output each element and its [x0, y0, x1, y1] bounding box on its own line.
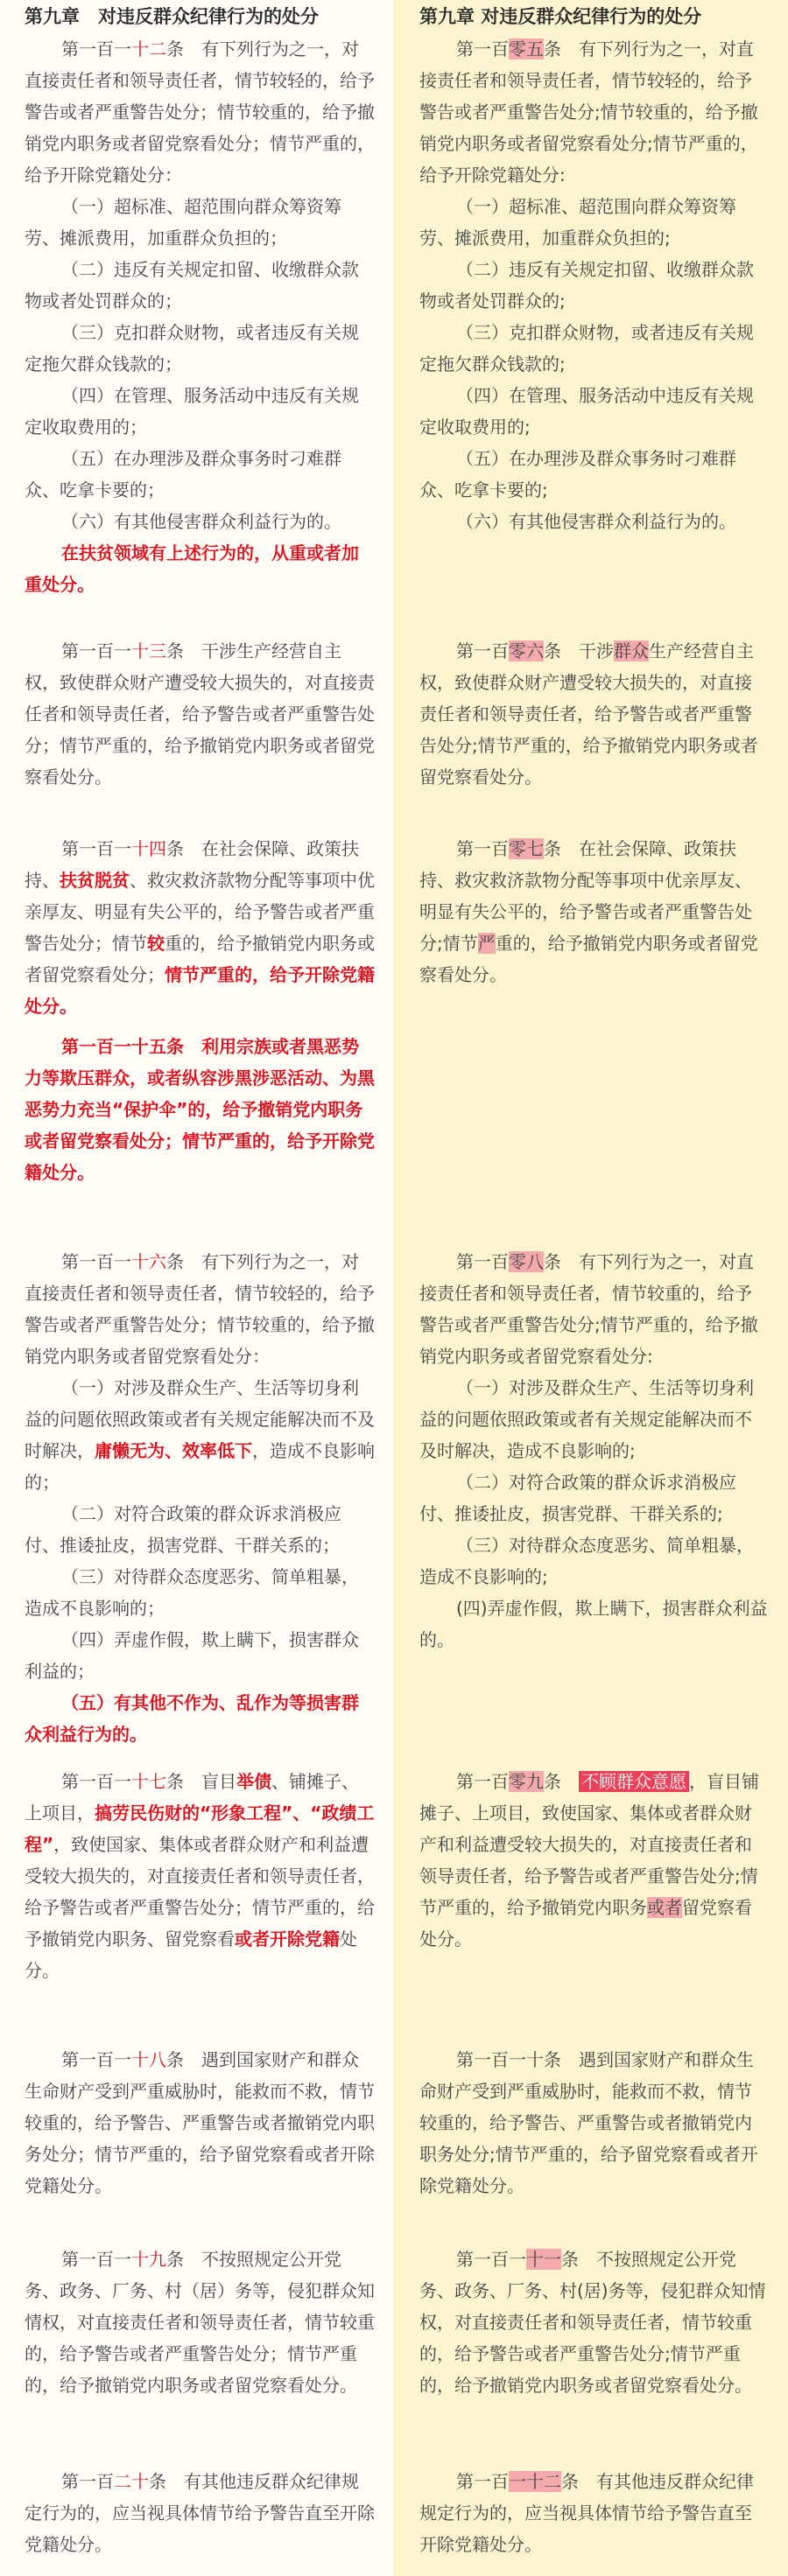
list-item: （五）在办理涉及群众事务时刁难群众、吃拿卡要的； — [25, 448, 341, 500]
changed-number: 十二 — [131, 38, 166, 60]
changed-number: 十八 — [131, 2049, 166, 2070]
list-item: （一）超标准、超范围向群众筹资筹劳、摊派费用，加重群众负担的； — [25, 196, 341, 248]
left-article-117: 第一百一十七条 盲目举债、铺摊子、上项目，搞劳民伤财的“形象工程”、“政绩工程”，致使国家、集体或者群众财产和利益遭受较大损失的，对直接责任者和领导责任者，给予警告或者严重警告处分；情节严重的，给予撤销党内职务、留党察看或者开除党籍处分。 — [25, 1771, 375, 1981]
right-article-111: 第一百一十一条 不按照规定公开党务、政务、厂务、村(居)务等，侵犯群众知情权，对直接责任者和领导责任者，情节较重的，给予警告或者严重警告处分;情节严重的，给予撤销党内职务或者留党察看处分。 — [419, 2249, 766, 2396]
highlighted-number: 十一 — [526, 2249, 561, 2270]
list-item: （六）有其他侵害群众利益行为的。 — [456, 511, 736, 532]
added-text: 扶贫脱贫 — [60, 870, 130, 891]
list-item: （六）有其他侵害群众利益行为的。 — [61, 511, 341, 532]
right-article-109: 第一百零九条 不顾群众意愿 ，盲目铺摊子、上项目，致使国家、集体或者群众财产和利益遭受较大损失的，对直接责任者和领导责任者，给予警告或者严重警告处分;情节严重的，给予撤销党内职务或者留党察看处分。 — [419, 1771, 759, 1950]
list-item: (四)弄虚作假，欺上瞒下，损害群众利益的。 — [419, 1598, 768, 1650]
left-article-116: 第一百一十六条 有下列行为之一，对直接责任者和领导责任者，情节较轻的，给予警告或者严重警告处分；情节较重的，给予撤销党内职务或者留党察看处分： （一）对涉及群众生产、生活等切身利益的问题依照政策或者有关规定能解决而不及时解决，庸懒无为、效率低下，造成不良影响的； （二）对符合政策的群众诉求消极应付、推诿扯皮，损害党群、干群关系的； （三）对待群众态度恶劣、简单粗暴，造成不良影响的； （四）弄虚作假，欺上瞒下，损害群众利益的； （五）有其他不作为、乱作为等损害群众利益行为的。 — [25, 1246, 375, 1750]
right-article-105: 第一百零五条 有下列行为之一，对直接责任者和领导责任者，情节较轻的，给予警告或者严重警告处分;情节较重的，给予撤销党内职务或者留党察看处分;情节严重的，给予开除党籍处分: （一）超标准、超范围向群众筹资筹劳、摊派费用，加重群众负担的; （二）违反有关规定扣留、收缴群众款物或者处罚群众的; （三）克扣群众财物，或者违反有关规定拖欠群众钱款的; （四）在管理、服务活动中违反有关规定收取费用的; （五）在办理涉及群众事务时刁难群众、吃拿卡要的; （六）有其他侵害群众利益行为的。 — [419, 33, 769, 537]
list-item: （四）在管理、服务活动中违反有关规定收取费用的; — [419, 385, 754, 438]
left-article-114: 第一百一十四条 在社会保障、政策扶持、扶贫脱贫、救灾救济款物分配等事项中优亲厚友、明显有失公平的，给予警告或者严重警告处分；情节较重的，给予撤销党内职务或者留党察看处分；情节严重的，给予开除党籍处分。 — [25, 838, 375, 1017]
highlighted-text: 或者 — [647, 1897, 682, 1918]
list-item: （一）对涉及群众生产、生活等切身利益的问题依照政策或者有关规定能解决而不及时解决，造成不良影响的; — [419, 1377, 754, 1461]
list-item: （一）对涉及群众生产、生活等切身利益的问题依照政策或者有关规定能解决而不及时解决，庸懒无为、效率低下，造成不良影响的； — [25, 1377, 375, 1493]
left-chapter-title: 第九章 对违反群众纪律行为的处分 — [25, 6, 319, 27]
changed-text: 较 — [147, 933, 165, 954]
highlighted-text: 群众 — [614, 640, 649, 662]
highlighted-number: 零九 — [509, 1771, 544, 1792]
right-article-108: 第一百零八条 有下列行为之一，对直接责任者和领导责任者，情节较重的，给予警告或者严重警告处分;情节严重的，给予撤销党内职务或者留党察看处分: （一）对涉及群众生产、生活等切身利益的问题依照政策或者有关规定能解决而不及时解决，造成不良影响的; （二）对符合政策的群众诉求消极应付、推诿扯皮，损害党群、干群关系的; （三）对待群众态度恶劣、简单粗暴，造成不良影响的; (四)弄虚作假，欺上瞒下，损害群众利益的。 — [419, 1246, 769, 1656]
changed-number: 十七 — [131, 1771, 166, 1792]
original-column — [394, 0, 788, 2576]
list-item: （三）克扣群众财物，或者违反有关规定拖欠群众钱款的; — [419, 322, 754, 374]
added-text: 搞劳民伤财的“形象工程”、“政绩工程” — [25, 1802, 375, 1855]
list-item: （三）对待群众态度恶劣、简单粗暴，造成不良影响的; — [419, 1535, 754, 1587]
changed-number: 十六 — [131, 1251, 166, 1272]
left-article-120: 第一百二十条 有其他违反群众纪律规定行为的，应当视具体情节给予警告直至开除党籍处分。 — [25, 2471, 375, 2555]
list-item: （四）在管理、服务活动中违反有关规定收取费用的； — [25, 385, 359, 438]
right-article-107: 第一百零七条 在社会保障、政策扶持、救灾救济款物分配等事项中优亲厚友、明显有失公平的，给予警告或者严重警告处分;情节严重的，给予撤销党内职务或者留党察看处分。 — [419, 838, 758, 985]
right-chapter-title: 第九章 对违反群众纪律行为的处分 — [419, 6, 702, 27]
left-article-113: 第一百一十三条 干涉生产经营自主权，致使群众财产遭受较大损失的，对直接责任者和领导责任者，给予警告或者严重警告处分；情节严重的，给予撤销党内职务或者留党察看处分。 — [25, 640, 375, 788]
changed-number: 十四 — [131, 838, 166, 859]
highlighted-number: 零八 — [509, 1251, 544, 1272]
highlighted-number: 零六 — [509, 640, 544, 662]
list-item: （一）超标准、超范围向群众筹资筹劳、摊派费用，加重群众负担的; — [419, 196, 736, 248]
added-text: 或者开除党籍 — [235, 1928, 340, 1950]
left-article-112: 第一百一十二条 有下列行为之一，对直接责任者和领导责任者，情节较轻的，给予警告或者严重警告处分；情节较重的，给予撤销党内职务或者留党察看处分；情节严重的，给予开除党籍处分： （一）超标准、超范围向群众筹资筹劳、摊派费用，加重群众负担的； （二）违反有关规定扣留、收缴群众款物或者处罚群众的； （三）克扣群众财物，或者违反有关规定拖欠群众钱款的； （四）在管理、服务活动中违反有关规定收取费用的； （五）在办理涉及群众事务时刁难群众、吃拿卡要的； （六）有其他侵害群众利益行为的。 在扶贫领域有上述行为的，从重或者加重处分。 — [25, 33, 375, 600]
list-item: （二）对符合政策的群众诉求消极应付、推诿扯皮，损害党群、干群关系的； — [25, 1503, 341, 1556]
list-item: （二）违反有关规定扣留、收缴群众款物或者处罚群众的; — [419, 259, 754, 312]
right-article-112: 第一百一十二条 有其他违反群众纪律规定行为的，应当视具体情节给予警告直至开除党籍处分。 — [419, 2471, 754, 2555]
added-text: 情节严重的，给予开除党籍处分。 — [25, 964, 375, 1017]
list-item: （四）弄虚作假，欺上瞒下，损害群众利益的； — [25, 1629, 359, 1682]
added-text: 庸懒无为、效率低下 — [95, 1440, 252, 1461]
list-item: （二）违反有关规定扣留、收缴群众款物或者处罚群众的； — [25, 259, 359, 312]
left-article-115 — [25, 1031, 375, 1188]
highlighted-number: 一十二 — [509, 2471, 561, 2492]
deleted-text-highlight: 不顾群众意愿 — [579, 1771, 689, 1792]
list-item: （三）对待群众态度恶劣、简单粗暴，造成不良影响的； — [25, 1566, 359, 1619]
added-clause: 在扶贫领域有上述行为的，从重或者加重处分。 — [25, 542, 359, 595]
highlighted-text: 严 — [477, 933, 496, 954]
changed-number: 十三 — [131, 640, 166, 662]
added-item: （五）有其他不作为、乱作为等损害群众利益行为的。 — [25, 1692, 359, 1745]
added-text: 举债 — [236, 1771, 271, 1792]
list-item: （二）对符合政策的群众诉求消极应付、推诿扯皮，损害党群、干群关系的; — [419, 1472, 736, 1524]
added-article: 第一百一十五条 利用宗族或者黑恶势力等欺压群众，或者纵容涉黑涉恶活动、为黑恶势力充当“保护伞”的，给予撤销党内职务或者留党察看处分；情节严重的，给予开除党籍处分。 — [25, 1036, 375, 1183]
left-article-119: 第一百一十九条 不按照规定公开党务、政务、厂务、村（居）务等，侵犯群众知情权，对直接责任者和领导责任者，情节较重的，给予警告或者严重警告处分；情节严重的，给予撤销党内职务或者留党察看处分。 — [25, 2249, 375, 2396]
list-item: （三）克扣群众财物，或者违反有关规定拖欠群众钱款的； — [25, 322, 359, 374]
right-article-110: 第一百一十条 遇到国家财产和群众生命财产受到严重威胁时，能救而不救，情节较重的，给予警告、严重警告或者撤销党内职务处分;情节严重的，给予留党察看或者开除党籍处分。 — [419, 2049, 758, 2196]
highlighted-number: 零七 — [509, 838, 544, 859]
changed-number: 十九 — [131, 2249, 166, 2270]
highlighted-number: 零五 — [509, 38, 544, 60]
right-article-106: 第一百零六条 干涉群众生产经营自主权，致使群众财产遭受较大损失的，对直接责任者和领导责任者，给予警告或者严重警告处分;情节严重的，给予撤销党内职务或者留党察看处分。 — [419, 640, 758, 788]
left-article-118: 第一百一十八条 遇到国家财产和群众生命财产受到严重威胁时，能救而不救，情节较重的，给予警告、严重警告或者撤销党内职务处分；情节严重的，给予留党察看或者开除党籍处分。 — [25, 2049, 375, 2196]
changed-number: 二十 — [114, 2471, 149, 2492]
list-item: （五）在办理涉及群众事务时刁难群众、吃拿卡要的; — [419, 448, 736, 500]
